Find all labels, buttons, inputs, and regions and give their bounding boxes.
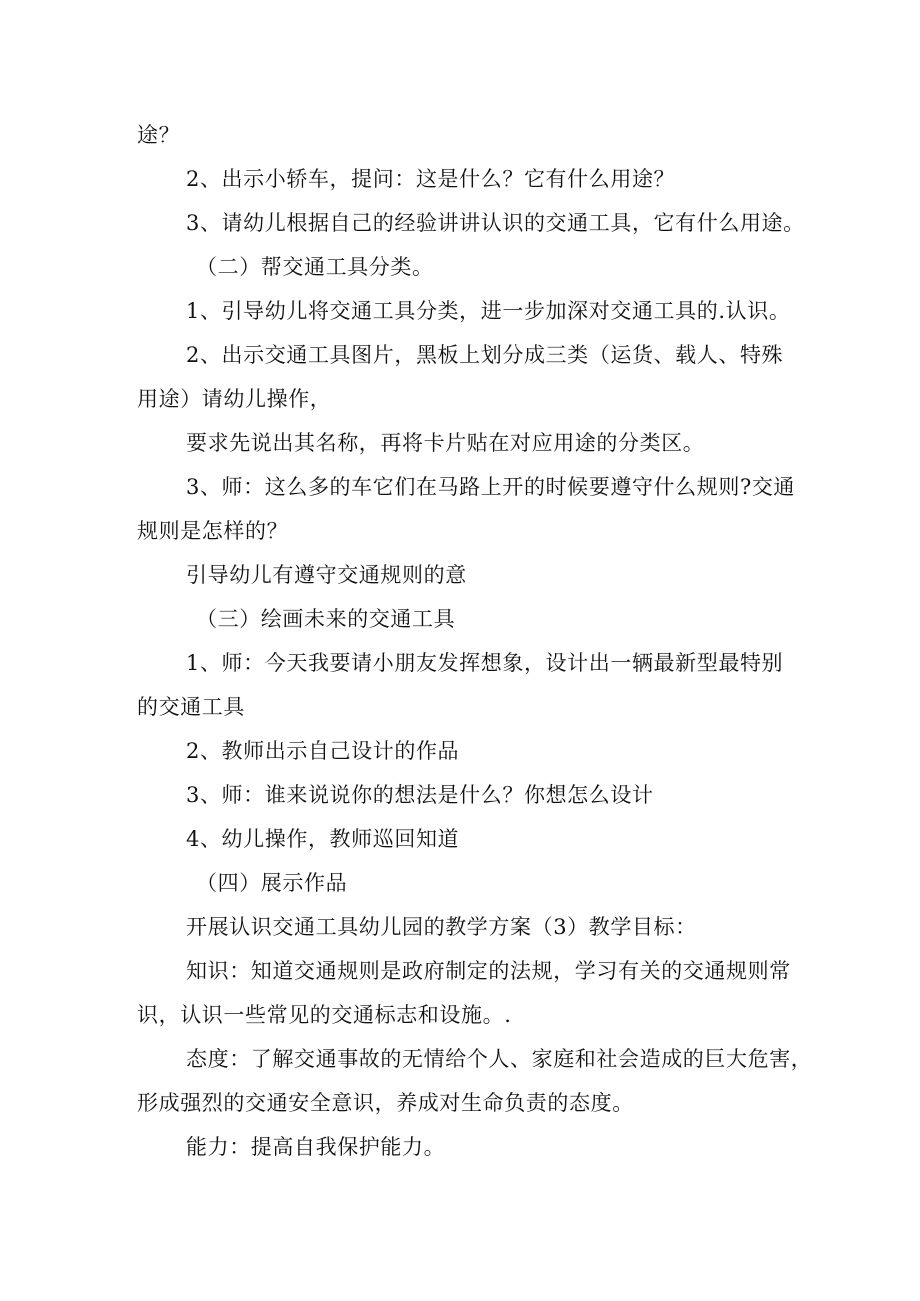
text-line: 1、师：今天我要请小朋友发挥想象，设计出一辆最新型最特别 — [186, 651, 784, 675]
text-line: 途？ — [137, 123, 181, 147]
text-line: 2、出示交通工具图片，黑板上划分成三类（运货、载人、特殊 — [186, 343, 784, 367]
text-line: 4、幼儿操作，教师巡回知道 — [186, 827, 460, 851]
text-line: 要求先说出其名称，再将卡片贴在对应用途的分类区。 — [186, 431, 705, 455]
text-line: 2、教师出示自己设计的作品 — [186, 739, 460, 763]
text-line: 3、请幼儿根据自己的经验讲讲认识的交通工具，它有什么用途。 — [186, 211, 805, 235]
text-line: 知识：知道交通规则是政府制定的法规，学习有关的交通规则常 — [186, 959, 791, 983]
text-line: 规则是怎样的？ — [137, 519, 289, 543]
text-line: 用途）请幼儿操作， — [137, 387, 332, 411]
text-line: 态度：了解交通事故的无情给个人、家庭和社会造成的巨大危害， — [186, 1047, 813, 1071]
text-line: 的交通工具 — [137, 695, 245, 719]
text-line: 1、引导幼儿将交通工具分类，进一步加深对交通工具的.认识。 — [186, 299, 791, 323]
section-heading: （四）展示作品 — [196, 871, 348, 895]
text-line: 形成强烈的交通安全意识，养成对生命负责的态度。 — [137, 1091, 634, 1115]
text-line: 识，认识一些常见的交通标志和设施。. — [137, 1003, 512, 1027]
text-line: 开展认识交通工具幼儿园的教学方案（3）教学目标： — [186, 915, 697, 939]
text-line: 引导幼儿有遵守交通规则的意 — [186, 563, 467, 587]
text-line: 能力：提高自我保护能力。 — [186, 1135, 446, 1159]
text-line: 2、出示小轿车，提问：这是什么？它有什么用途？ — [186, 167, 676, 191]
text-line: 3、师：谁来说说你的想法是什么？你想怎么设计 — [186, 783, 654, 807]
section-heading: （二）帮交通工具分类。 — [196, 255, 434, 279]
section-heading: （三）绘画未来的交通工具 — [196, 607, 456, 631]
text-line: 3、师：这么多的车它们在马路上开的时候要遵守什么规则?交通 — [186, 475, 796, 499]
